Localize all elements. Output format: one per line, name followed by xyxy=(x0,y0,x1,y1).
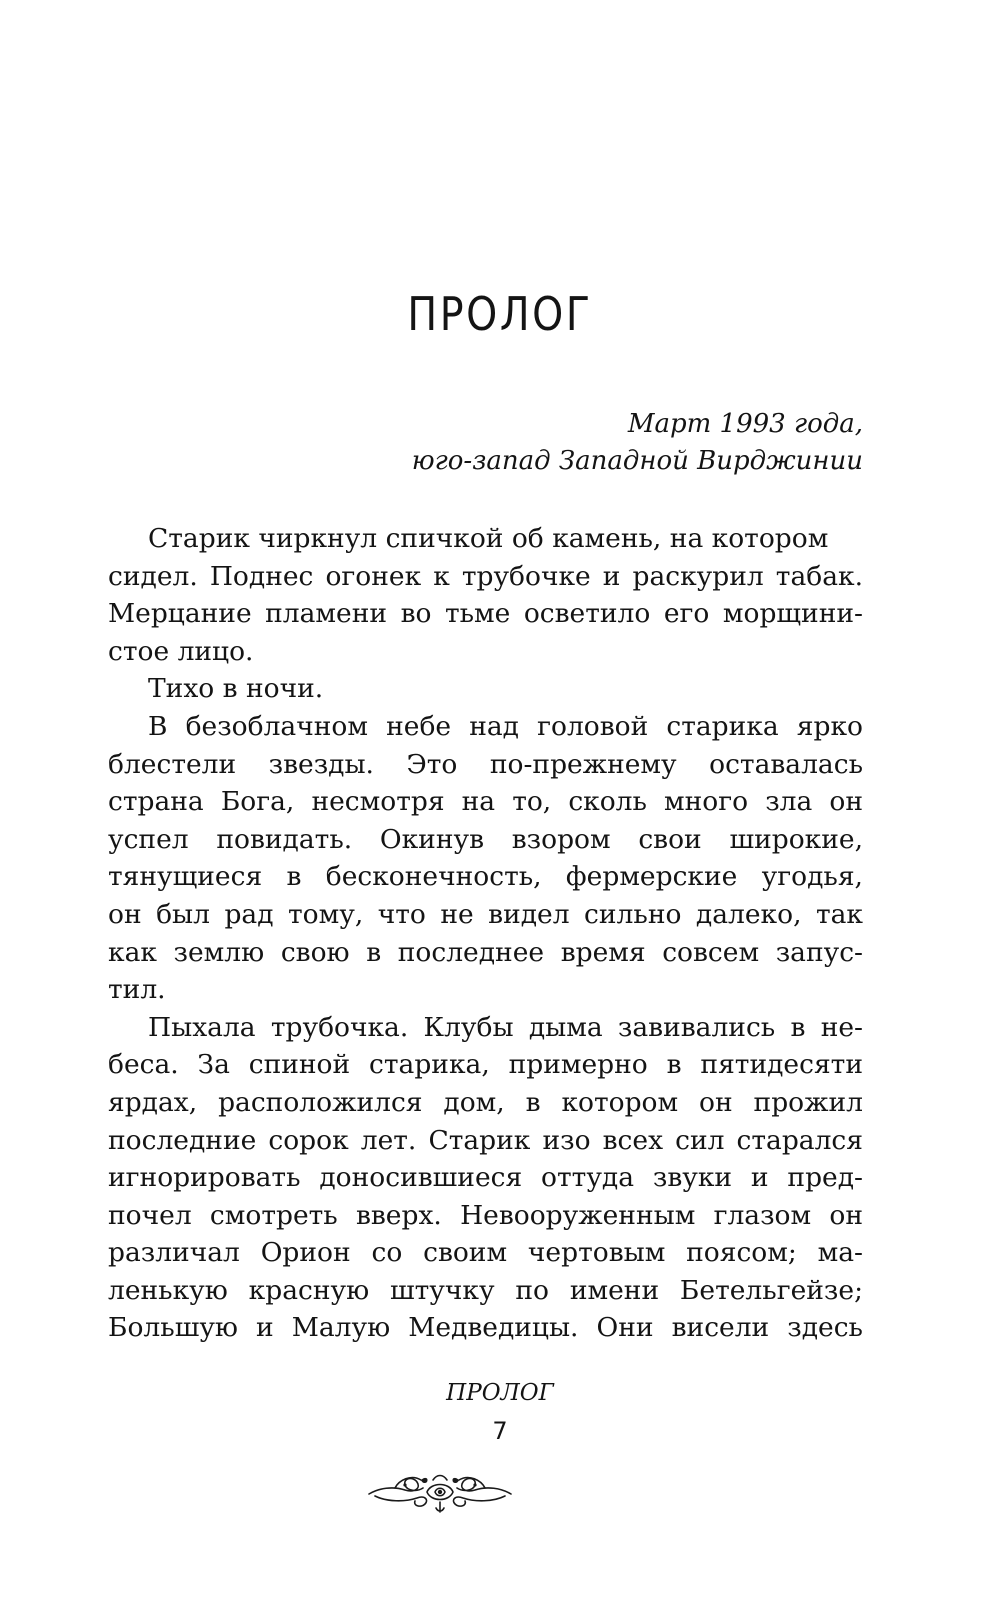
text-line: как землю свою в последнее время совсем запус- xyxy=(108,936,863,968)
flourish-ornament-icon xyxy=(365,1458,515,1518)
text-line: ленькую красную штучку по имени Бетельгейзе; xyxy=(108,1274,863,1306)
text-line: сидел. Поднес огонек к трубочке и раскурил табак. xyxy=(108,560,863,592)
text-line: он был рад тому, что не видел сильно далеко, так xyxy=(108,898,863,930)
text-line: тил. xyxy=(108,974,166,1006)
text-line: Тихо в ночи. xyxy=(148,673,324,705)
text-line: тянущиеся в бесконечность, фермерские угодья, xyxy=(108,861,863,893)
text-line: Пыхала трубочка. Клубы дыма завивались в не- xyxy=(148,1011,863,1043)
text-line: страна Бога, несмотря на то, сколь много зла он xyxy=(108,786,863,818)
text-line: В безоблачном небе над головой старика ярко xyxy=(148,710,863,742)
text-line: последние сорок лет. Старик изо всех сил старался xyxy=(108,1124,863,1156)
text-line: игнорировать доносившиеся оттуда звуки и пред- xyxy=(108,1162,863,1194)
text-line: Мерцание пламени во тьме осветило его морщини- xyxy=(108,598,863,630)
text-line: ярдах, расположился дом, в котором он прожил xyxy=(108,1086,863,1118)
running-head: ПРОЛОГ xyxy=(446,1380,554,1406)
page-number: 7 xyxy=(492,1417,508,1445)
epigraph-place: юго-запад Западной Вирджинии xyxy=(411,446,863,476)
text-line: стое лицо. xyxy=(108,635,254,667)
text-line: беса. За спиной старика, примерно в пятидесяти xyxy=(108,1049,863,1081)
chapter-title: ПРОЛОГ xyxy=(407,287,593,341)
text-line: блестели звезды. Это по-прежнему оставалась xyxy=(108,748,863,780)
text-line: различал Орион со своим чертовым поясом; ма- xyxy=(108,1237,863,1269)
text-line: Большую и Малую Медведицы. Они висели здесь xyxy=(108,1312,863,1344)
body-text xyxy=(108,520,863,1347)
epigraph-date: Март 1993 года, xyxy=(627,409,863,439)
text-line: почел смотреть вверх. Невооруженным глазом он xyxy=(108,1199,863,1231)
text-line: Старик чиркнул спичкой об камень, на котором xyxy=(148,523,829,554)
epigraph xyxy=(108,406,863,480)
text-line: успел повидать. Окинув взором свои широкие, xyxy=(108,823,863,855)
